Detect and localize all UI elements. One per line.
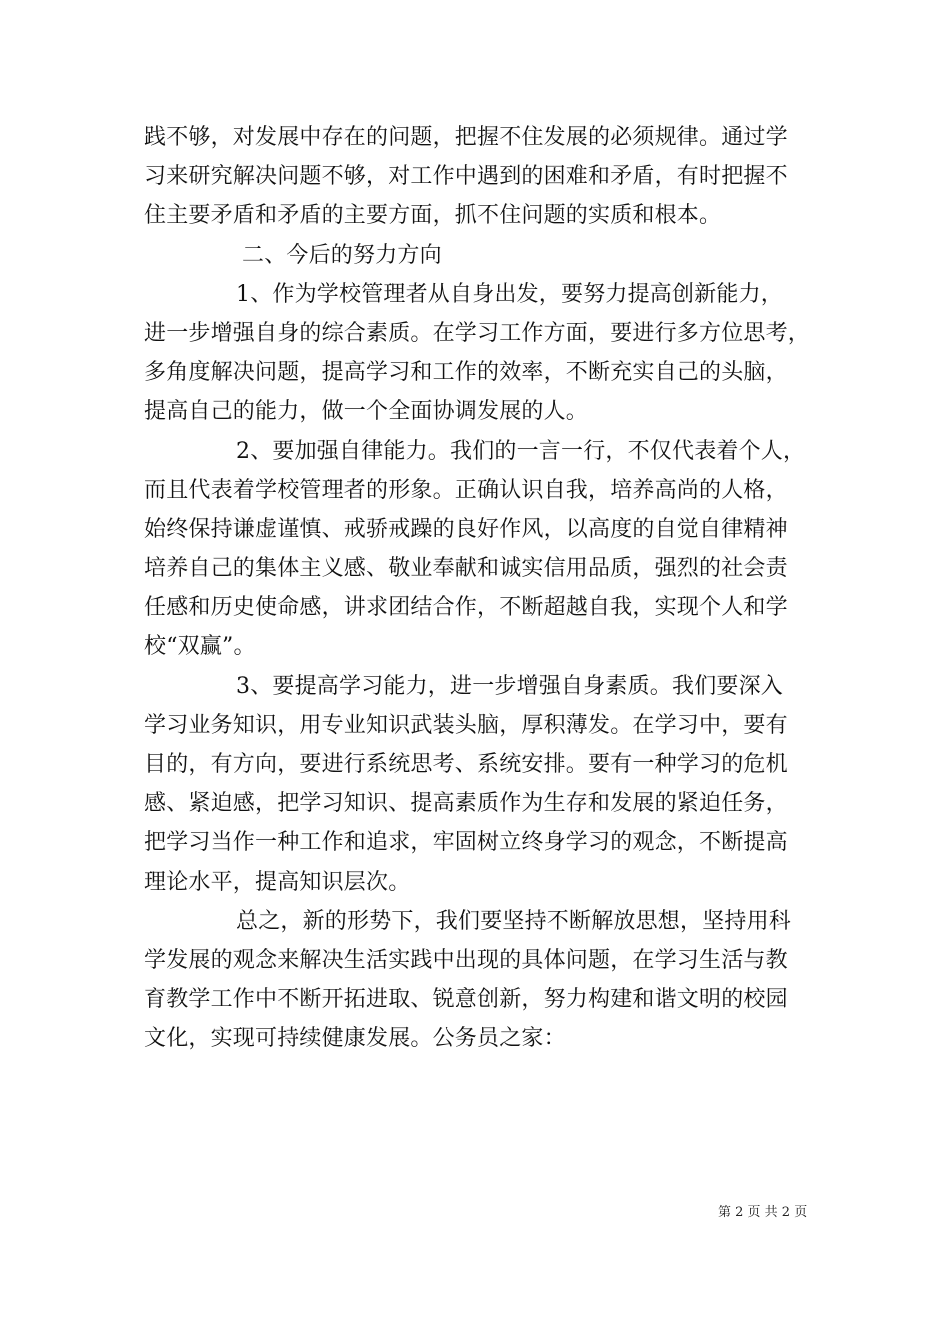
body-line: 始终保持谦虚谨慎、戒骄戒躁的良好作风，以高度的自觉自律精神	[144, 516, 788, 542]
body-line: 把学习当作一种工作和追求，牢固树立终身学习的观念，不断提高	[144, 830, 788, 856]
body-line: 理论水平，提高知识层次。	[144, 869, 411, 895]
body-line: 进一步增强自身的综合素质。在学习工作方面，要进行多方位思考，	[144, 320, 811, 346]
paragraph-first-line: 2、要加强自律能力。我们的一言一行，不仅代表着个人，	[236, 438, 806, 464]
body-line: 而且代表着学校管理者的形象。正确认识自我，培养高尚的人格，	[144, 477, 788, 503]
body-line: 提高自己的能力，做一个全面协调发展的人。	[144, 399, 589, 425]
body-line: 育教学工作中不断开拓进取、锐意创新，努力构建和谐文明的校园	[144, 987, 788, 1013]
body-line: 文化，实现可持续健康发展。公务员之家：	[144, 1026, 566, 1052]
body-line: 目的，有方向，要进行系统思考、系统安排。要有一种学习的危机	[144, 752, 788, 777]
document-body	[144, 118, 812, 1059]
body-line: 习来研究解决问题不够，对工作中遇到的困难和矛盾，有时把握不	[144, 164, 788, 190]
body-line: 学习业务知识，用专业知识武装头脑，厚积薄发。在学习中，要有	[144, 712, 788, 738]
section-heading: 二、今后的努力方向	[242, 242, 442, 268]
body-line: 学发展的观念来解决生活实践中出现的具体问题，在学习生活与教	[144, 947, 788, 973]
body-line: 校“双赢”。	[144, 634, 256, 660]
body-line: 感、紧迫感，把学习知识、提高素质作为生存和发展的紧迫任务，	[144, 791, 788, 817]
body-line: 多角度解决问题，提高学习和工作的效率，不断充实自己的头脑，	[144, 360, 788, 386]
body-line: 践不够，对发展中存在的问题，把握不住发展的必须规律。通过学	[144, 125, 788, 150]
paragraph-first-line: 1、作为学校管理者从自身出发，要努力提高创新能力，	[236, 281, 783, 307]
paragraph-first-line: 总之，新的形势下，我们要坚持不断解放思想，坚持用科	[236, 908, 792, 934]
page-number-footer: 第 2 页 共 2 页	[718, 1205, 808, 1220]
paragraph-first-line: 3、要提高学习能力，进一步增强自身素质。我们要深入	[236, 673, 783, 699]
body-line: 培养自己的集体主义感、敬业奉献和诚实信用品质，强烈的社会责	[144, 556, 788, 582]
body-line: 任感和历史使命感，讲求团结合作，不断超越自我，实现个人和学	[144, 595, 788, 621]
body-line: 住主要矛盾和矛盾的主要方面，抓不住问题的实质和根本。	[144, 203, 722, 229]
